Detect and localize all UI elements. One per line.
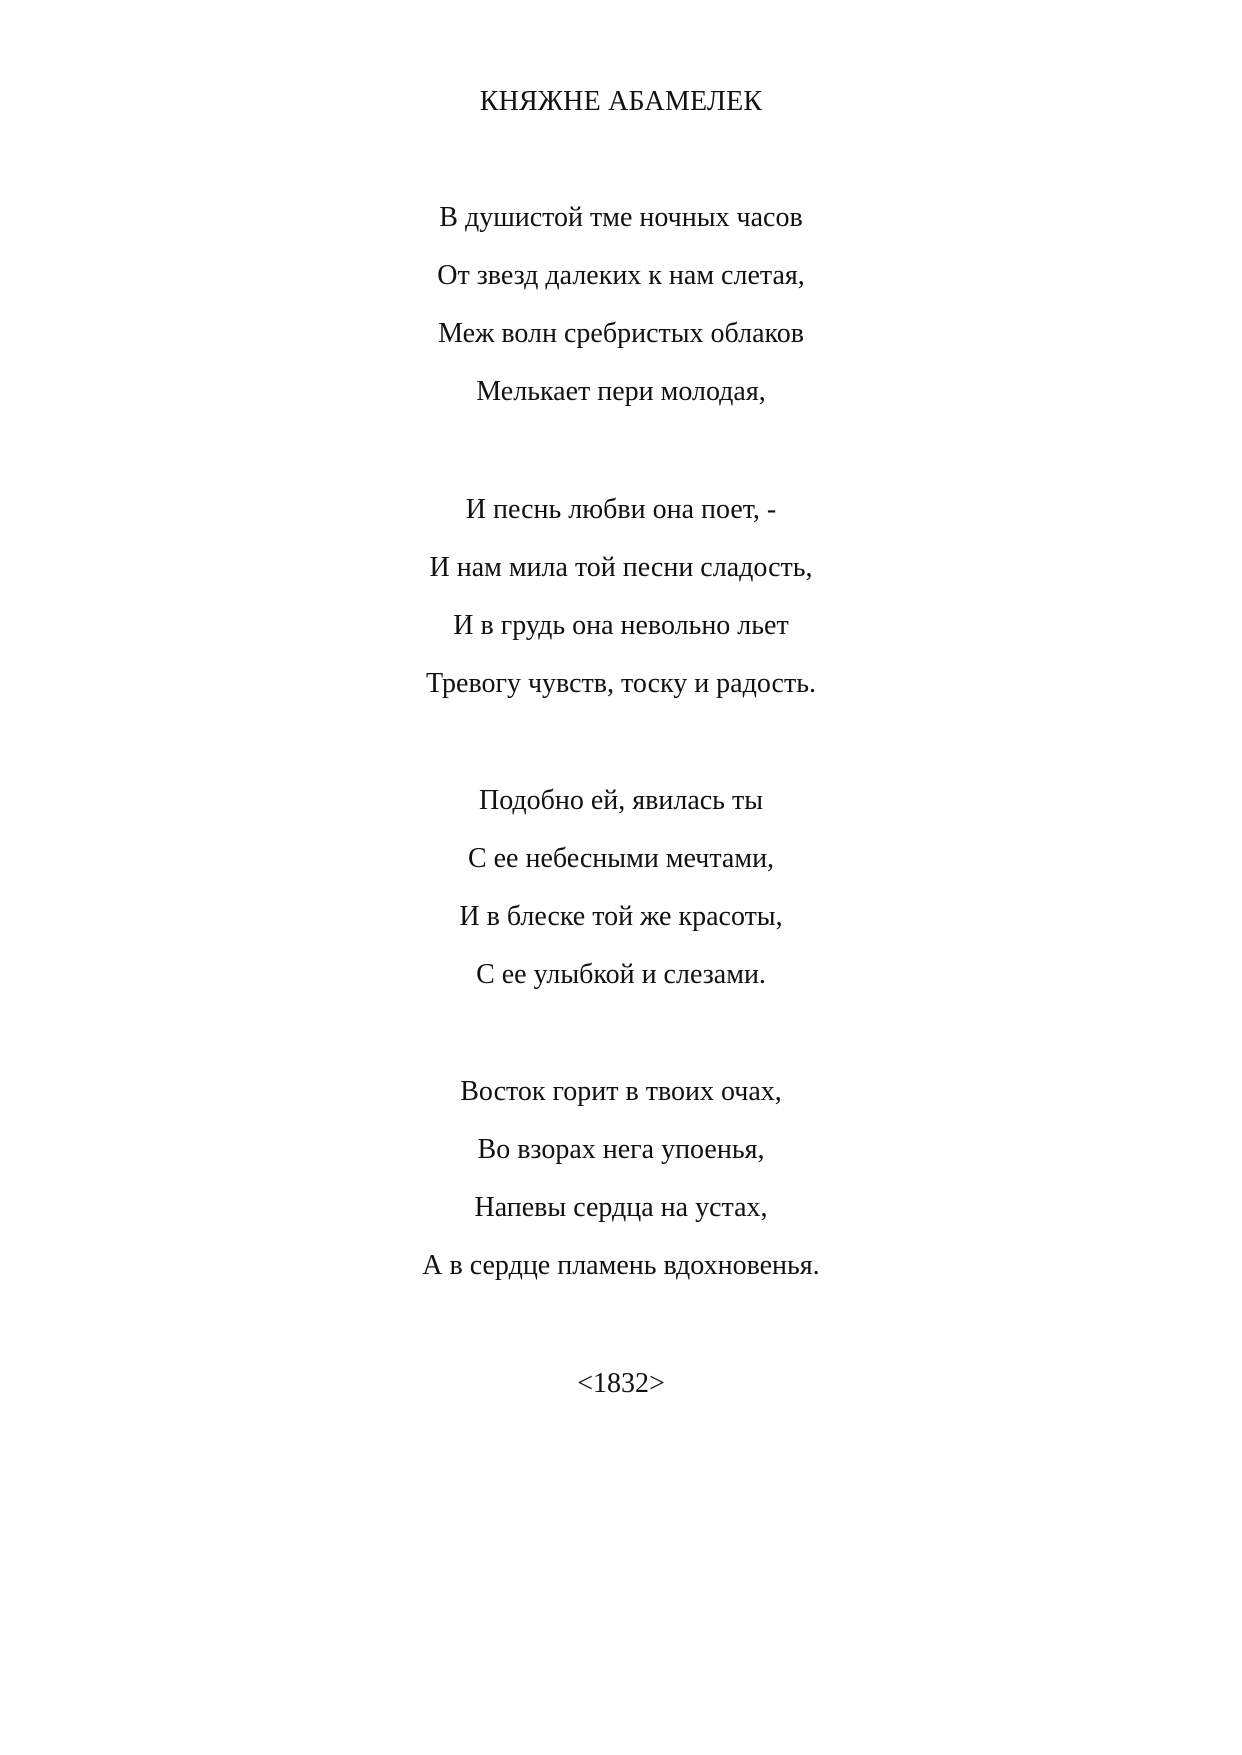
poem-line: И в блеске той же красоты, [459, 901, 783, 932]
poem-line: И нам мила той песни сладость, [429, 552, 813, 583]
poem-title: КНЯЖНЕ АБАМЕЛЕК [479, 86, 763, 117]
poem-line: И песнь любви она поет, - [465, 494, 777, 525]
poem-line: Тревогу чувств, тоску и радость. [426, 668, 816, 699]
poem-line: В душистой тме ночных часов [439, 202, 803, 233]
poem-line: Напевы сердца на устах, [474, 1192, 768, 1223]
poem-line: Подобно ей, явилась ты [478, 785, 764, 816]
stanza-3 [0, 772, 1242, 1004]
poem-line: А в сердце пламень вдохновенья. [422, 1250, 820, 1281]
stanza-1 [0, 189, 1242, 421]
poem-line: И в грудь она невольно льет [453, 610, 789, 641]
poem-line: С ее улыбкой и слезами. [476, 959, 766, 990]
poem-line: Во взорах нега упоенья, [477, 1134, 765, 1165]
poem-line: Меж волн сребристых облаков [438, 318, 804, 349]
poem-line: С ее небесными мечтами, [467, 843, 775, 874]
poem-line: Восток горит в твоих очах, [460, 1076, 782, 1107]
poem-date: <1832> [577, 1368, 665, 1399]
stanza-4 [0, 1063, 1242, 1295]
poem-line: Мелькает пери молодая, [476, 376, 766, 407]
stanza-2 [0, 481, 1242, 713]
poem-line: От звезд далеких к нам слетая, [437, 260, 805, 291]
